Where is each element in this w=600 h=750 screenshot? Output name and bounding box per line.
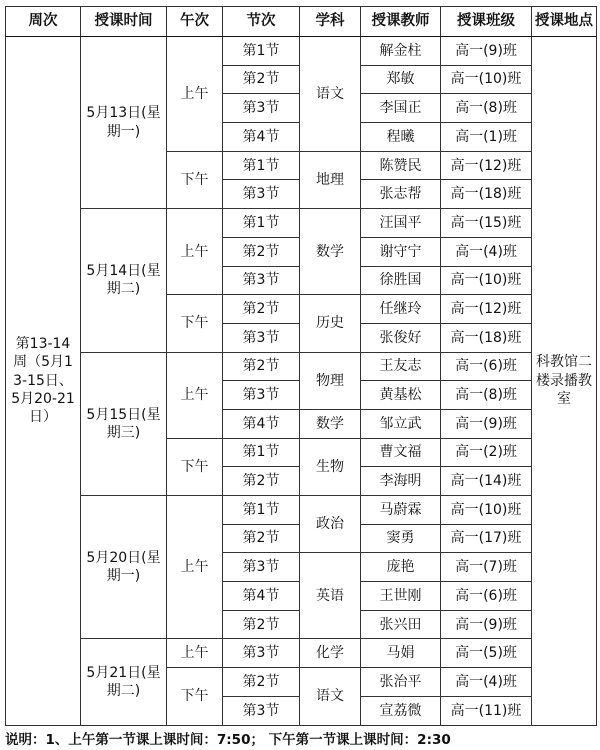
period-cell: 上午 (167, 639, 223, 668)
teacher-cell: 曹文福 (361, 438, 441, 467)
lesson-cell: 第3节 (223, 553, 300, 582)
col-header-lesson: 节次 (223, 7, 300, 37)
lesson-cell: 第3节 (223, 180, 300, 209)
class-cell: 高一(4)班 (441, 668, 532, 697)
class-cell: 高一(10)班 (441, 65, 532, 94)
lesson-cell: 第3节 (223, 94, 300, 123)
class-cell: 高一(2)班 (441, 438, 532, 467)
class-cell: 高一(11)班 (441, 696, 532, 725)
teacher-cell: 徐胜国 (361, 266, 441, 295)
class-cell: 高一(10)班 (441, 496, 532, 525)
col-header-week: 周次 (6, 7, 81, 37)
lesson-cell: 第3节 (223, 381, 300, 410)
teacher-cell: 陈赞民 (361, 151, 441, 180)
lesson-cell: 第4节 (223, 582, 300, 611)
class-cell: 高一(7)班 (441, 553, 532, 582)
teacher-cell: 宣荔微 (361, 696, 441, 725)
lesson-cell: 第2节 (223, 237, 300, 266)
subject-cell: 化学 (300, 639, 361, 668)
table-row (6, 352, 597, 381)
footnote: 说明：1、上午第一节课上课时间：7:50； 下午第一节课上课时间：2:30 (5, 732, 451, 748)
table-row (6, 496, 597, 525)
class-cell: 高一(1)班 (441, 123, 532, 152)
subject-cell: 数学 (300, 409, 361, 438)
lesson-cell: 第4节 (223, 123, 300, 152)
class-cell: 高一(8)班 (441, 381, 532, 410)
lesson-cell: 第2节 (223, 524, 300, 553)
teacher-cell: 李海明 (361, 467, 441, 496)
lesson-cell: 第2节 (223, 352, 300, 381)
subject-cell: 地理 (300, 151, 361, 208)
teacher-cell: 黄基松 (361, 381, 441, 410)
table-row (6, 209, 597, 238)
table-body (6, 37, 597, 726)
class-cell: 高一(8)班 (441, 94, 532, 123)
period-cell: 下午 (167, 295, 223, 352)
lesson-cell: 第1节 (223, 496, 300, 525)
date-cell: 5月13日(星期一) (81, 37, 167, 209)
lesson-cell: 第1节 (223, 438, 300, 467)
lesson-cell: 第3节 (223, 696, 300, 725)
teacher-cell: 马蔚霖 (361, 496, 441, 525)
class-cell: 高一(9)班 (441, 37, 532, 66)
teacher-cell: 窦勇 (361, 524, 441, 553)
class-cell: 高一(18)班 (441, 180, 532, 209)
period-cell: 上午 (167, 209, 223, 295)
col-header-class: 授课班级 (441, 7, 532, 37)
lesson-cell: 第1节 (223, 151, 300, 180)
class-cell: 高一(4)班 (441, 237, 532, 266)
table-header (6, 7, 597, 37)
date-cell: 5月14日(星期二) (81, 209, 167, 352)
lesson-cell: 第3节 (223, 266, 300, 295)
subject-cell: 物理 (300, 352, 361, 409)
table-row (6, 639, 597, 668)
teacher-cell: 马娟 (361, 639, 441, 668)
date-cell: 5月15日(星期三) (81, 352, 167, 495)
class-cell: 高一(17)班 (441, 524, 532, 553)
period-cell: 上午 (167, 352, 223, 438)
subject-cell: 语文 (300, 668, 361, 725)
lesson-cell: 第1节 (223, 209, 300, 238)
header-row (6, 7, 597, 37)
col-header-location: 授课地点 (532, 7, 597, 37)
lesson-cell: 第1节 (223, 37, 300, 66)
class-cell: 高一(9)班 (441, 409, 532, 438)
teacher-cell: 王友志 (361, 352, 441, 381)
teacher-cell: 张兴田 (361, 610, 441, 639)
class-cell: 高一(18)班 (441, 323, 532, 352)
date-cell: 5月20日(星期一) (81, 496, 167, 639)
col-header-date: 授课时间 (81, 7, 167, 37)
teacher-cell: 李国正 (361, 94, 441, 123)
class-cell: 高一(12)班 (441, 151, 532, 180)
class-cell: 高一(6)班 (441, 582, 532, 611)
class-cell: 高一(14)班 (441, 467, 532, 496)
class-cell: 高一(5)班 (441, 639, 532, 668)
teacher-cell: 任继玲 (361, 295, 441, 324)
lesson-cell: 第2节 (223, 65, 300, 94)
teacher-cell: 张治平 (361, 668, 441, 697)
schedule-table (5, 6, 597, 726)
period-cell: 上午 (167, 496, 223, 639)
subject-cell: 数学 (300, 209, 361, 295)
teacher-cell: 张志帮 (361, 180, 441, 209)
teacher-cell: 庞艳 (361, 553, 441, 582)
table-row (6, 37, 597, 66)
period-cell: 下午 (167, 668, 223, 725)
teacher-cell: 程曦 (361, 123, 441, 152)
teacher-cell: 王世刚 (361, 582, 441, 611)
subject-cell: 历史 (300, 295, 361, 352)
class-cell: 高一(15)班 (441, 209, 532, 238)
teacher-cell: 解金柱 (361, 37, 441, 66)
teacher-cell: 邹立武 (361, 409, 441, 438)
subject-cell: 英语 (300, 553, 361, 639)
teacher-cell: 汪国平 (361, 209, 441, 238)
period-cell: 上午 (167, 37, 223, 152)
class-cell: 高一(9)班 (441, 610, 532, 639)
lesson-cell: 第2节 (223, 295, 300, 324)
period-cell: 下午 (167, 438, 223, 495)
teacher-cell: 张俊好 (361, 323, 441, 352)
col-header-subject: 学科 (300, 7, 361, 37)
col-header-teacher: 授课教师 (361, 7, 441, 37)
week-cell: 第13-14周（5月13-15日、5月20-21日） (6, 37, 81, 726)
class-cell: 高一(12)班 (441, 295, 532, 324)
class-cell: 高一(10)班 (441, 266, 532, 295)
class-cell: 高一(6)班 (441, 352, 532, 381)
subject-cell: 生物 (300, 438, 361, 495)
lesson-cell: 第2节 (223, 610, 300, 639)
teacher-cell: 郑敏 (361, 65, 441, 94)
subject-cell: 政治 (300, 496, 361, 553)
lesson-cell: 第4节 (223, 409, 300, 438)
lesson-cell: 第3节 (223, 323, 300, 352)
location-cell: 科教馆二楼录播教室 (532, 37, 597, 726)
subject-cell: 语文 (300, 37, 361, 152)
lesson-cell: 第3节 (223, 639, 300, 668)
teacher-cell: 谢守宁 (361, 237, 441, 266)
lesson-cell: 第2节 (223, 467, 300, 496)
lesson-cell: 第2节 (223, 668, 300, 697)
col-header-period: 午次 (167, 7, 223, 37)
period-cell: 下午 (167, 151, 223, 208)
date-cell: 5月21日(星期二) (81, 639, 167, 725)
